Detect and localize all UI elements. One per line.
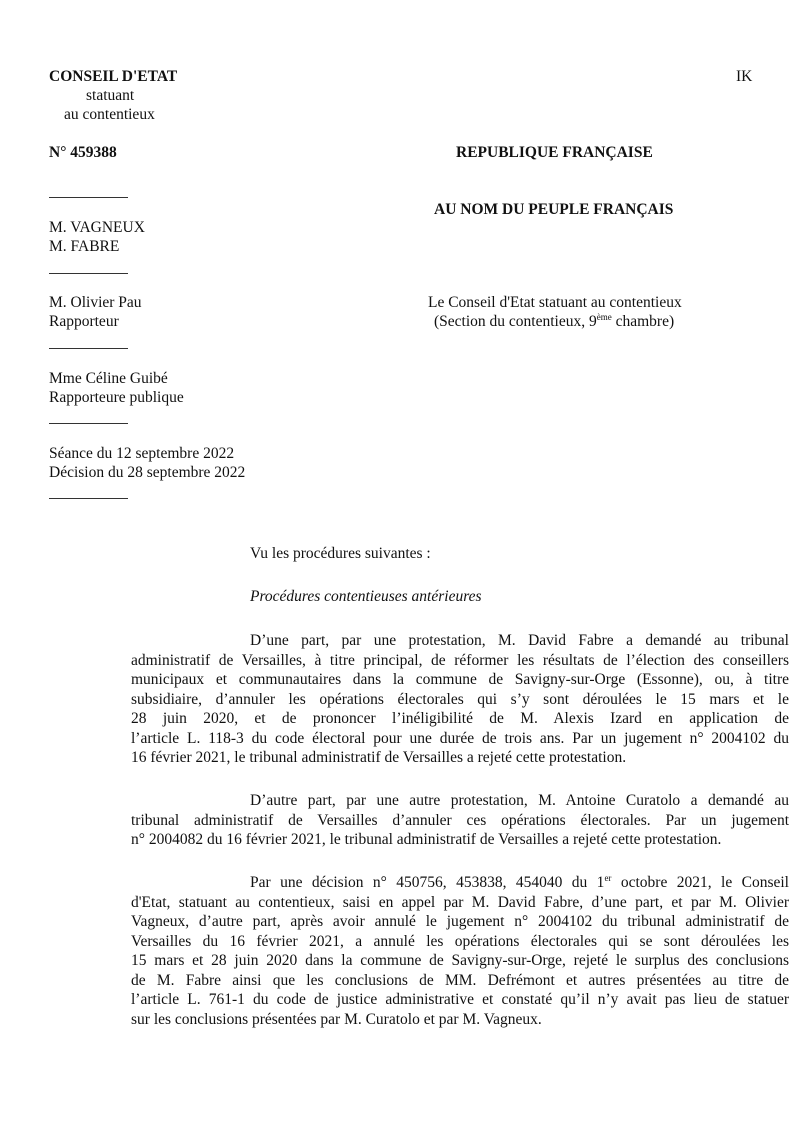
paragraph-line: n° 2004082 du 16 février 2021, le tribunal administratif de Versailles a rejeté cette protestation. [131,831,722,848]
paragraph-line: subsidiaire, d’annuler les opérations électorales qui s’y sont déroulées le 15 mars et le [131,690,789,708]
formation-line-1: Le Conseil d'Etat statuant au contentieux [428,294,682,311]
intro-text: Vu les procédures suivantes : [250,545,431,562]
formation-line-2 [434,312,674,331]
paragraph-line: l’article L. 761-1 du code de justice administrative et constaté qu’il n’y avait pas lieu de statuer [131,991,789,1008]
decision-date: Décision du 28 septembre 2022 [49,464,246,481]
paragraph-line: administratif de Versailles, à titre principal, de réformer les résultats de l’élection des conseillers [131,651,789,669]
paragraph-line: l’article L. 118-3 du code électoral pour une durée de trois ans. Par un jugement n° 2004102 du [131,729,789,747]
seance-date: Séance du 12 septembre 2022 [49,445,235,462]
paragraph-2 [131,791,789,850]
rapporteur-role: Rapporteur [49,313,119,330]
divider [49,423,128,424]
court-subtitle-2: au contentieux [64,106,155,123]
people-heading: AU NOM DU PEUPLE FRANÇAIS [434,201,674,218]
paragraph-1 [131,631,789,768]
divider [49,348,128,349]
court-subtitle-1: statuant [86,87,135,104]
rapporteure-publique-role: Rapporteure publique [49,389,184,406]
paragraph-line: tribunal administratif de Versailles d’annuler ces opérations électorales. Par un jugement [131,811,789,829]
divider [49,498,128,499]
divider [49,197,128,198]
paragraph-line: Par une décision n° 450756, 453838, 454040 du 1er octobre 2021, le Conseil [250,873,789,891]
paragraph-line: 28 juin 2020, et de prononcer l’inéligibilité de M. Alexis Izard en application de [131,710,789,727]
section-title: Procédures contentieuses antérieures [250,588,482,605]
paragraph-line: Vagneux, d’autre part, après avoir annulé le jugement n° 2004102 du tribunal administratif de [131,913,789,930]
paragraph-line: d'Etat, statuant au contentieux, saisi en appel par M. David Fabre, d’une part, et par M. Olivier [131,893,789,911]
paragraph-line: D’autre part, par une autre protestation, M. Antoine Curatolo a demandé au [250,792,789,809]
rapporteur-name: M. Olivier Pau [49,294,142,311]
formation-line-2-end: chambre) [611,313,675,330]
clerk-initials: IK [736,68,753,85]
paragraph-line: de M. Fabre ainsi que les conclusions de MM. Defrémont et autres présentées au titre de [131,971,789,989]
paragraph-line: D’une part, par une protestation, M. David Fabre a demandé au tribunal [250,632,789,649]
formation-ordinal: ème [596,312,612,322]
republic-heading: REPUBLIQUE FRANÇAISE [456,144,653,161]
paragraph-line: 16 février 2021, le tribunal administratif de Versailles a rejeté cette protestation. [131,749,627,766]
rapporteure-publique-name: Mme Céline Guibé [49,370,168,387]
formation-line-2-text: (Section du contentieux, 9 [434,313,597,330]
paragraph-line: 15 mars et 28 juin 2020 dans la commune de Savigny-sur-Orge, rejeté le surplus des conclusions [131,952,789,969]
party-2: M. FABRE [49,238,120,255]
divider [49,273,128,274]
party-1: M. VAGNEUX [49,219,145,236]
paragraph-line: Versailles du 16 février 2021, a annulé les opérations électorales qui se sont déroulées les [131,932,789,950]
paragraph-line: municipaux et communautaires dans la commune de Savigny-sur-Orge (Essonne), ou, à titre [131,671,789,688]
case-number: N° 459388 [49,144,117,161]
paragraph-line: sur les conclusions présentées par M. Curatolo et par M. Vagneux. [131,1010,542,1028]
court-name: CONSEIL D'ETAT [49,68,178,85]
paragraph-3 [131,873,789,1029]
